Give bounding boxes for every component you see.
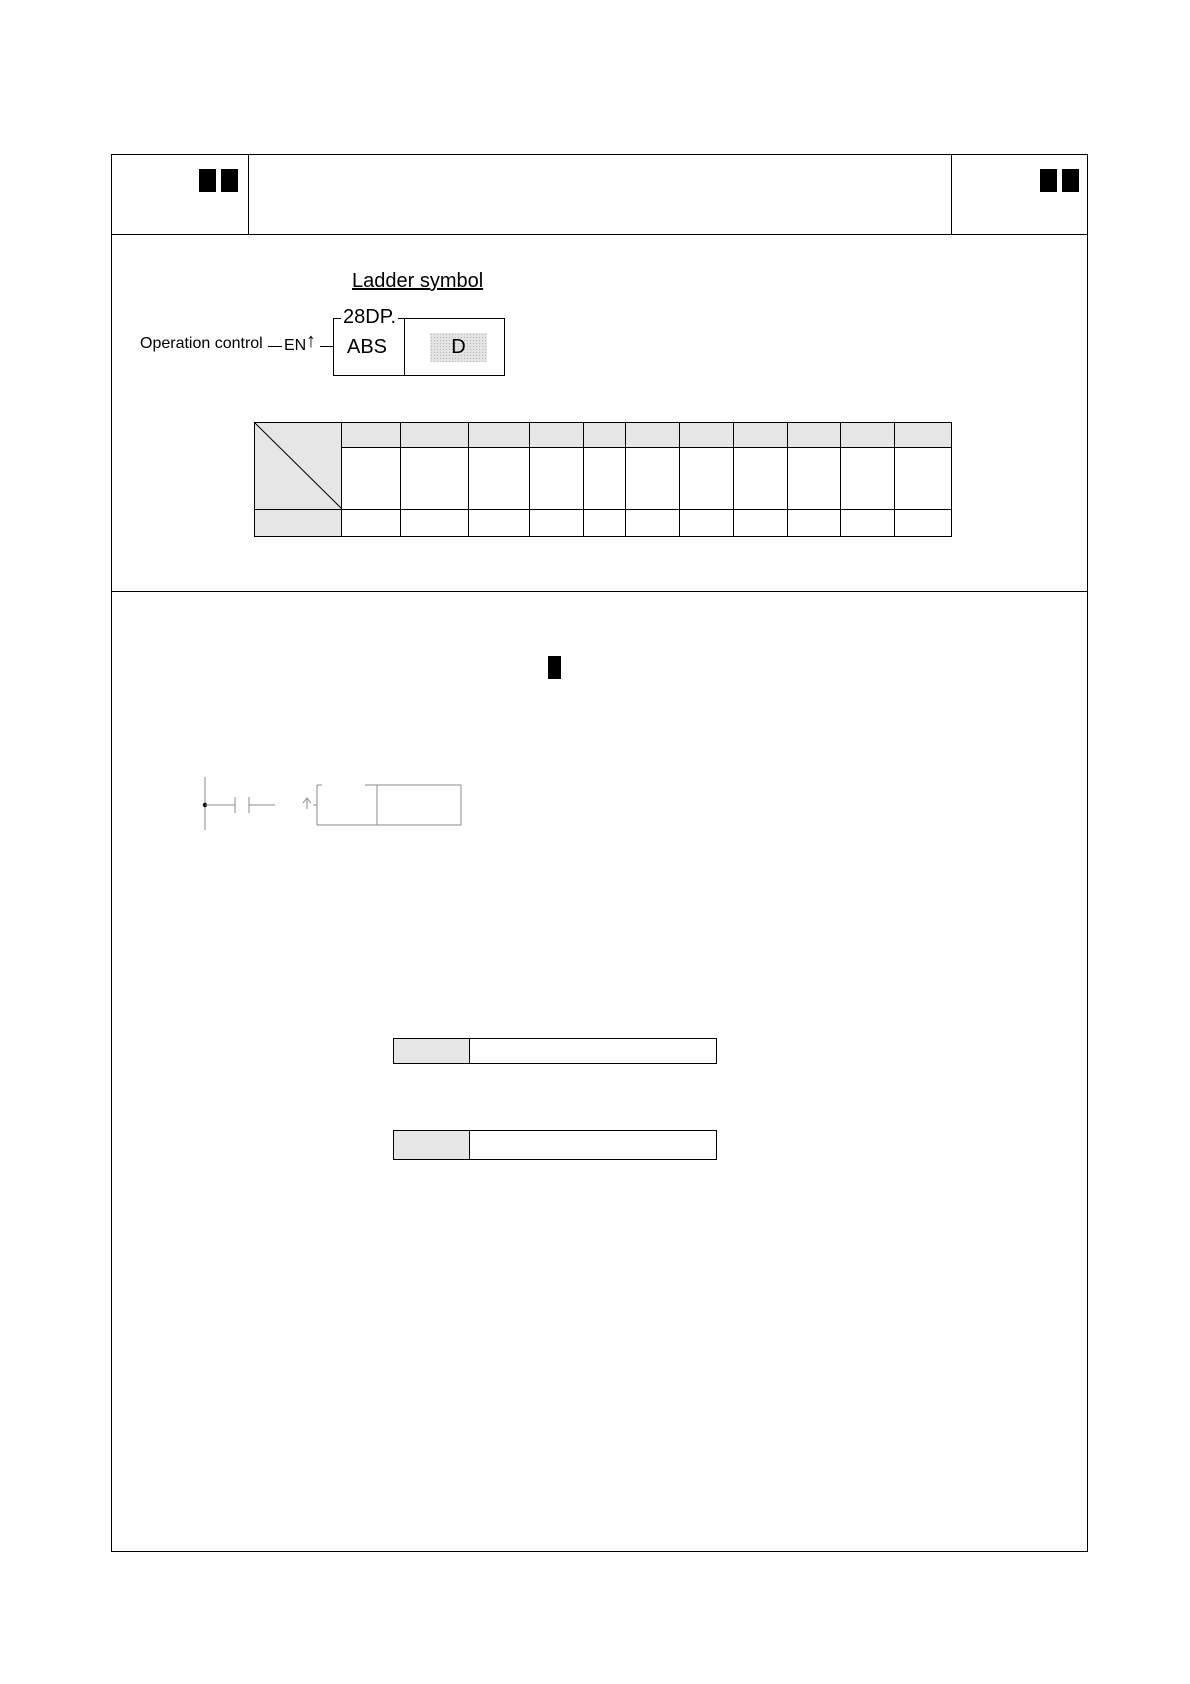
table-corner-cell — [255, 423, 342, 510]
operation-control-label: Operation control — [140, 335, 263, 352]
instruction-code: 28DP. — [343, 306, 397, 328]
table-cell — [469, 448, 530, 510]
rising-edge-arrow-icon: ↑ — [306, 330, 316, 352]
table-row — [255, 510, 952, 537]
table-cell — [788, 448, 841, 510]
table-header-cell — [584, 423, 626, 448]
table-cell — [734, 510, 788, 537]
table-header-cell — [626, 423, 680, 448]
table-cell — [584, 510, 626, 537]
diagonal-line — [255, 423, 342, 509]
table-header-row — [255, 423, 952, 448]
header-left-mark-2 — [221, 169, 238, 192]
table-cell — [584, 448, 626, 510]
operand-table — [254, 422, 952, 537]
section-mark — [548, 656, 561, 679]
table-cell — [626, 510, 680, 537]
register-bar-label — [394, 1039, 470, 1063]
table-cell — [342, 510, 401, 537]
table-row — [255, 448, 952, 510]
table-cell — [680, 448, 734, 510]
table-cell — [401, 448, 469, 510]
table-header-cell — [680, 423, 734, 448]
connector-line — [320, 346, 333, 347]
register-bar — [393, 1130, 717, 1160]
table-cell — [895, 448, 952, 510]
table-cell — [841, 448, 895, 510]
register-bar — [393, 1038, 717, 1064]
table-row-label-cell — [255, 510, 342, 537]
table-header-cell — [734, 423, 788, 448]
table-header-cell — [401, 423, 469, 448]
header-right-mark-1 — [1040, 169, 1057, 192]
table-cell — [342, 448, 401, 510]
table-header-cell — [342, 423, 401, 448]
header-right-divider — [951, 154, 952, 234]
table-header-cell — [530, 423, 584, 448]
table-cell — [734, 448, 788, 510]
table-header-cell — [841, 423, 895, 448]
table-cell — [895, 510, 952, 537]
table-cell — [788, 510, 841, 537]
instruction-name: ABS — [347, 336, 388, 358]
operand-d: D — [430, 333, 487, 362]
header-left-mark-1 — [199, 169, 216, 192]
section-divider — [111, 591, 1088, 592]
header-right-mark-2 — [1062, 169, 1079, 192]
table-cell — [841, 510, 895, 537]
header-divider — [111, 234, 1088, 235]
connector-line — [268, 346, 282, 347]
en-label: EN — [284, 337, 307, 354]
table-header-cell — [469, 423, 530, 448]
page-frame — [111, 154, 1088, 1552]
table-cell — [469, 510, 530, 537]
table-header-cell — [788, 423, 841, 448]
table-cell — [530, 448, 584, 510]
header-left-divider — [248, 154, 249, 234]
table-cell — [680, 510, 734, 537]
ladder-example-diagram — [195, 775, 475, 835]
table-cell — [626, 448, 680, 510]
table-cell — [530, 510, 584, 537]
table-cell — [401, 510, 469, 537]
table-header-cell — [895, 423, 952, 448]
register-bar-label — [394, 1131, 470, 1159]
ladder-symbol-title: Ladder symbol — [352, 270, 484, 292]
